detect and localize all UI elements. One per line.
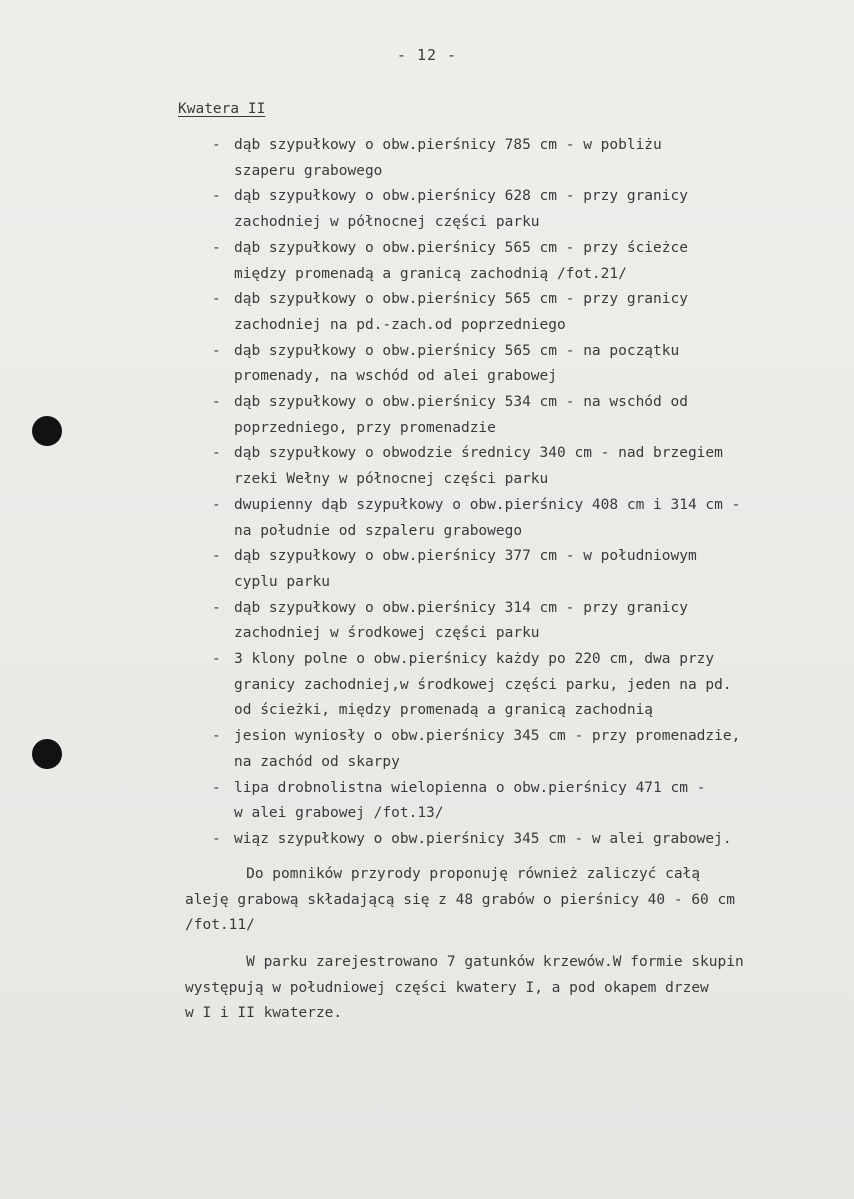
- list-item-line: między promenadą a granicą zachodnią /fot.21/: [234, 265, 627, 282]
- list-item-line: dąb szypułkowy o obwodzie średnicy 340 cm - nad brzegiem: [234, 445, 723, 462]
- list-item: [212, 596, 848, 647]
- list-item-line: lipa drobnolistna wielopienna o obw.pierśnicy 471 cm -: [234, 779, 706, 796]
- section-heading: Kwatera II: [178, 101, 266, 117]
- list-item-line: dąb szypułkowy o obw.pierśnicy 565 cm - przy ścieżce: [234, 239, 688, 256]
- list-item-line: dąb szypułkowy o obw.pierśnicy 534 cm - na wschód od: [234, 394, 688, 411]
- paragraph-line: W parku zarejestrowano 7 gatunków krzewów.W formie skupin: [185, 954, 744, 970]
- bullet-dash: -: [212, 445, 221, 462]
- bullet-dash: -: [212, 830, 221, 847]
- list-item-line: jesion wyniosły o obw.pierśnicy 345 cm - przy promenadzie,: [234, 728, 741, 745]
- list-item: [212, 647, 848, 724]
- list-item-line: dąb szypułkowy o obw.pierśnicy 565 cm - na początku: [234, 342, 680, 359]
- list-item: [212, 724, 848, 775]
- list-item: [212, 827, 848, 853]
- list-item-line: 3 klony polne o obw.pierśnicy każdy po 220 cm, dwa przy: [234, 651, 715, 668]
- list-item: [212, 339, 848, 390]
- bullet-dash: -: [212, 291, 221, 308]
- list-item: [212, 287, 848, 338]
- list-item-line: poprzedniego, przy promenadzie: [234, 419, 496, 436]
- list-item-line: zachodniej w środkowej części parku: [234, 625, 540, 642]
- paragraph-line: Do pomników przyrody proponuję również zaliczyć całą: [185, 866, 701, 882]
- bullet-dash: -: [212, 728, 221, 745]
- paragraph-line: występują w południowej części kwatery I, a pod okapem drzew: [185, 979, 709, 996]
- bullet-dash: -: [212, 137, 221, 153]
- list-item-line: wiąz szypułkowy o obw.pierśnicy 345 cm - w alei grabowej.: [234, 830, 732, 847]
- list-item: [212, 544, 848, 595]
- bullet-dash: -: [212, 548, 221, 565]
- list-item-line: na zachód od skarpy: [234, 753, 400, 770]
- list-item-line: promenady, na wschód od alei grabowej: [234, 368, 558, 385]
- paragraph-line: w I i II kwaterze.: [185, 1005, 343, 1022]
- list-item-line: od ścieżki, między promenadą a granicą zachodnią: [234, 702, 654, 719]
- page-number: - 12 -: [396, 46, 458, 64]
- paragraph-line: /fot.11/: [185, 917, 255, 934]
- list-item: [212, 133, 848, 184]
- list-item-line: dwupienny dąb szypułkowy o obw.pierśnicy 408 cm i 314 cm -: [234, 496, 741, 513]
- bullet-dash: -: [212, 239, 221, 256]
- bullet-dash: -: [212, 651, 221, 668]
- list-item-line: cyplu parku: [234, 573, 331, 590]
- list-item: [212, 184, 848, 235]
- list-item-line: dąb szypułkowy o obw.pierśnicy 628 cm - przy granicy: [234, 188, 688, 205]
- monument-tree-list: [212, 133, 848, 853]
- list-item-line: w alei grabowej /fot.13/: [234, 805, 444, 822]
- paragraph-shrubs: [185, 950, 845, 1027]
- bullet-dash: -: [212, 779, 221, 796]
- list-item: [212, 776, 848, 827]
- list-item-line: szaperu grabowego: [234, 162, 383, 179]
- paragraph-line: aleję grabową składającą się z 48 grabów o pierśnicy 40 - 60 cm: [185, 891, 735, 908]
- list-item: [212, 493, 848, 544]
- list-item-line: granicy zachodniej,w środkowej części parku, jeden na pd.: [234, 676, 732, 693]
- list-item-line: rzeki Wełny w północnej części parku: [234, 471, 549, 488]
- binder-hole: [32, 739, 62, 769]
- bullet-dash: -: [212, 599, 221, 616]
- list-item-line: dąb szypułkowy o obw.pierśnicy 377 cm - w południowym: [234, 548, 697, 565]
- list-item-line: dąb szypułkowy o obw.pierśnicy 565 cm - przy granicy: [234, 291, 688, 308]
- bullet-dash: -: [212, 188, 221, 205]
- list-item: [212, 236, 848, 287]
- list-item-line: dąb szypułkowy o obw.pierśnicy 785 cm - w pobliżu: [234, 137, 662, 153]
- list-item: [212, 390, 848, 441]
- list-item-line: dąb szypułkowy o obw.pierśnicy 314 cm - przy granicy: [234, 599, 688, 616]
- bullet-dash: -: [212, 342, 221, 359]
- binder-hole: [32, 416, 62, 446]
- list-item-line: na południe od szpaleru grabowego: [234, 522, 523, 539]
- list-item-line: zachodniej w północnej części parku: [234, 214, 540, 231]
- bullet-dash: -: [212, 394, 221, 411]
- paragraph-hornbeam-alley: [185, 862, 845, 939]
- bullet-dash: -: [212, 496, 221, 513]
- list-item-line: zachodniej na pd.-zach.od poprzedniego: [234, 316, 566, 333]
- list-item: [212, 441, 848, 492]
